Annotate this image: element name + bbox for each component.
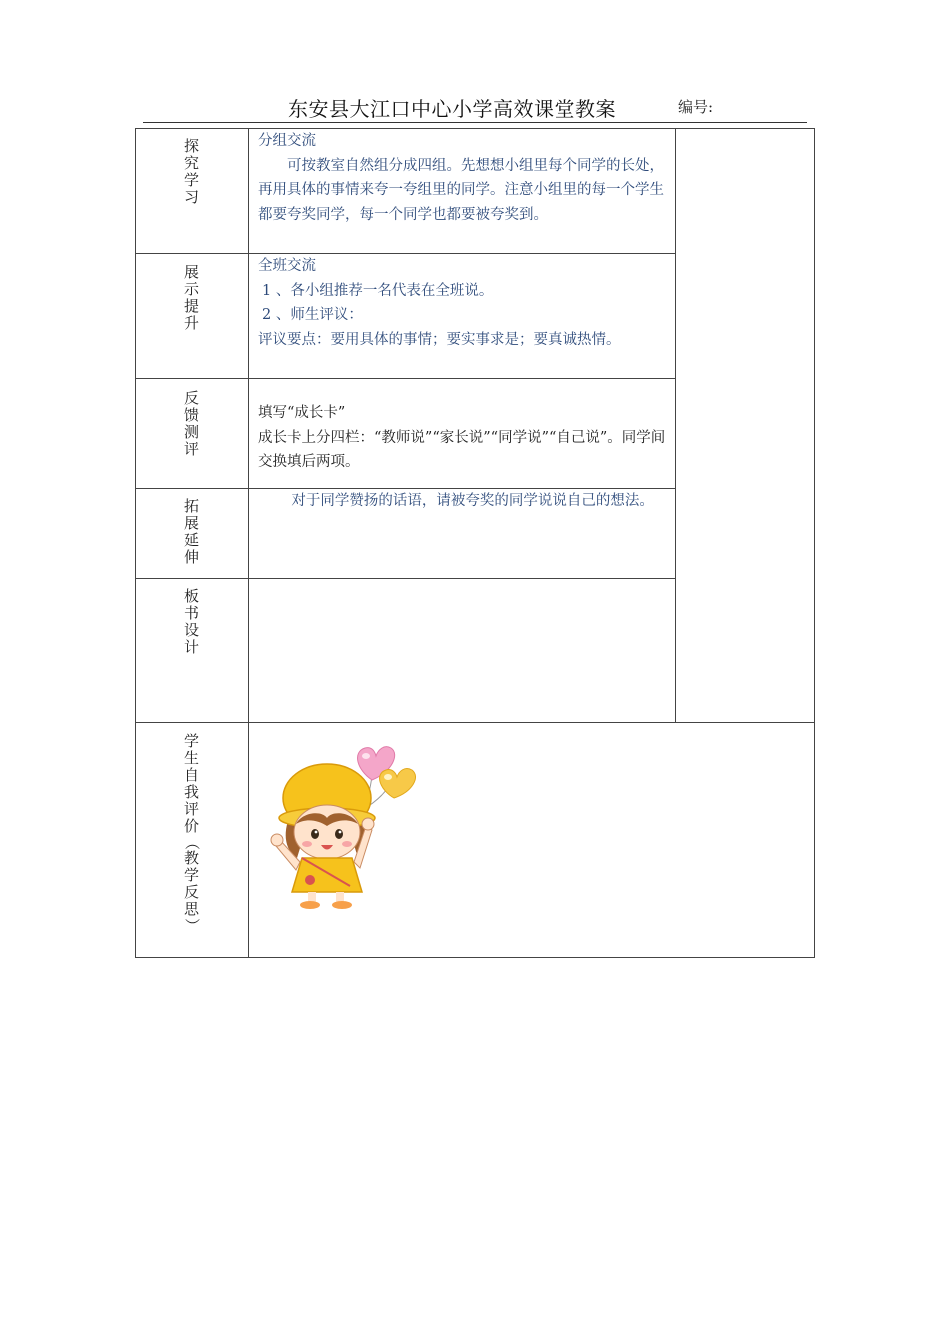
row-label-board: 板 书 设 计 — [183, 587, 199, 656]
extend-text: 对于同学赞扬的话语，请被夸奖的同学说说自己的想法。 — [291, 493, 654, 509]
page-title: 东安县大江口中心小学高效课堂教案 — [288, 97, 616, 121]
table-border-bottom — [135, 957, 815, 958]
feedback-line-2: 成长卡上分四栏：“教师说”“家长说”“同学说”“自己说”。同学间交换填后两项。 — [258, 429, 666, 470]
explore-content — [258, 129, 676, 227]
present-item-2: 2 、师生评议： — [262, 307, 363, 323]
row-label-explore: 探 究 学 习 — [183, 137, 199, 206]
row-divider — [135, 578, 676, 579]
row-divider — [135, 378, 676, 379]
extend-content — [258, 489, 676, 514]
cartoon-girl-illustration — [262, 740, 422, 910]
serial-number-label: 编号: — [678, 98, 714, 116]
feedback-line-1: 填写“成长卡” — [258, 405, 346, 421]
present-points: 评议要点：要用具体的事情；要实事求是；要真诚热情。 — [258, 331, 621, 348]
present-item-1: 1 、各小组推荐一名代表在全班说。 — [262, 282, 494, 299]
row-label-feedback: 反 馈 测 评 — [183, 389, 199, 458]
row-label-reflection: 学 生 自 我 评 价 （ 教 学 反 思 ） — [182, 732, 201, 934]
document-header — [143, 90, 807, 123]
row-divider — [135, 722, 815, 723]
explore-heading: 分组交流 — [258, 133, 316, 149]
explore-text: 可按教室自然组分成四组。先想想小组里每个同学的长处，再用具体的事情来夸一夸组里的同学。注意小组里的每一个学生都要夸奖同学，每一个同学也都要被夸奖到。 — [258, 157, 664, 223]
table-border-right — [814, 128, 815, 958]
present-content — [258, 254, 676, 352]
lesson-plan-table — [135, 128, 815, 958]
present-heading: 全班交流 — [258, 258, 316, 274]
row-label-present: 展 示 提 升 — [183, 263, 199, 332]
feedback-content — [258, 401, 676, 475]
row-label-extend: 拓 展 延 伸 — [183, 497, 199, 566]
